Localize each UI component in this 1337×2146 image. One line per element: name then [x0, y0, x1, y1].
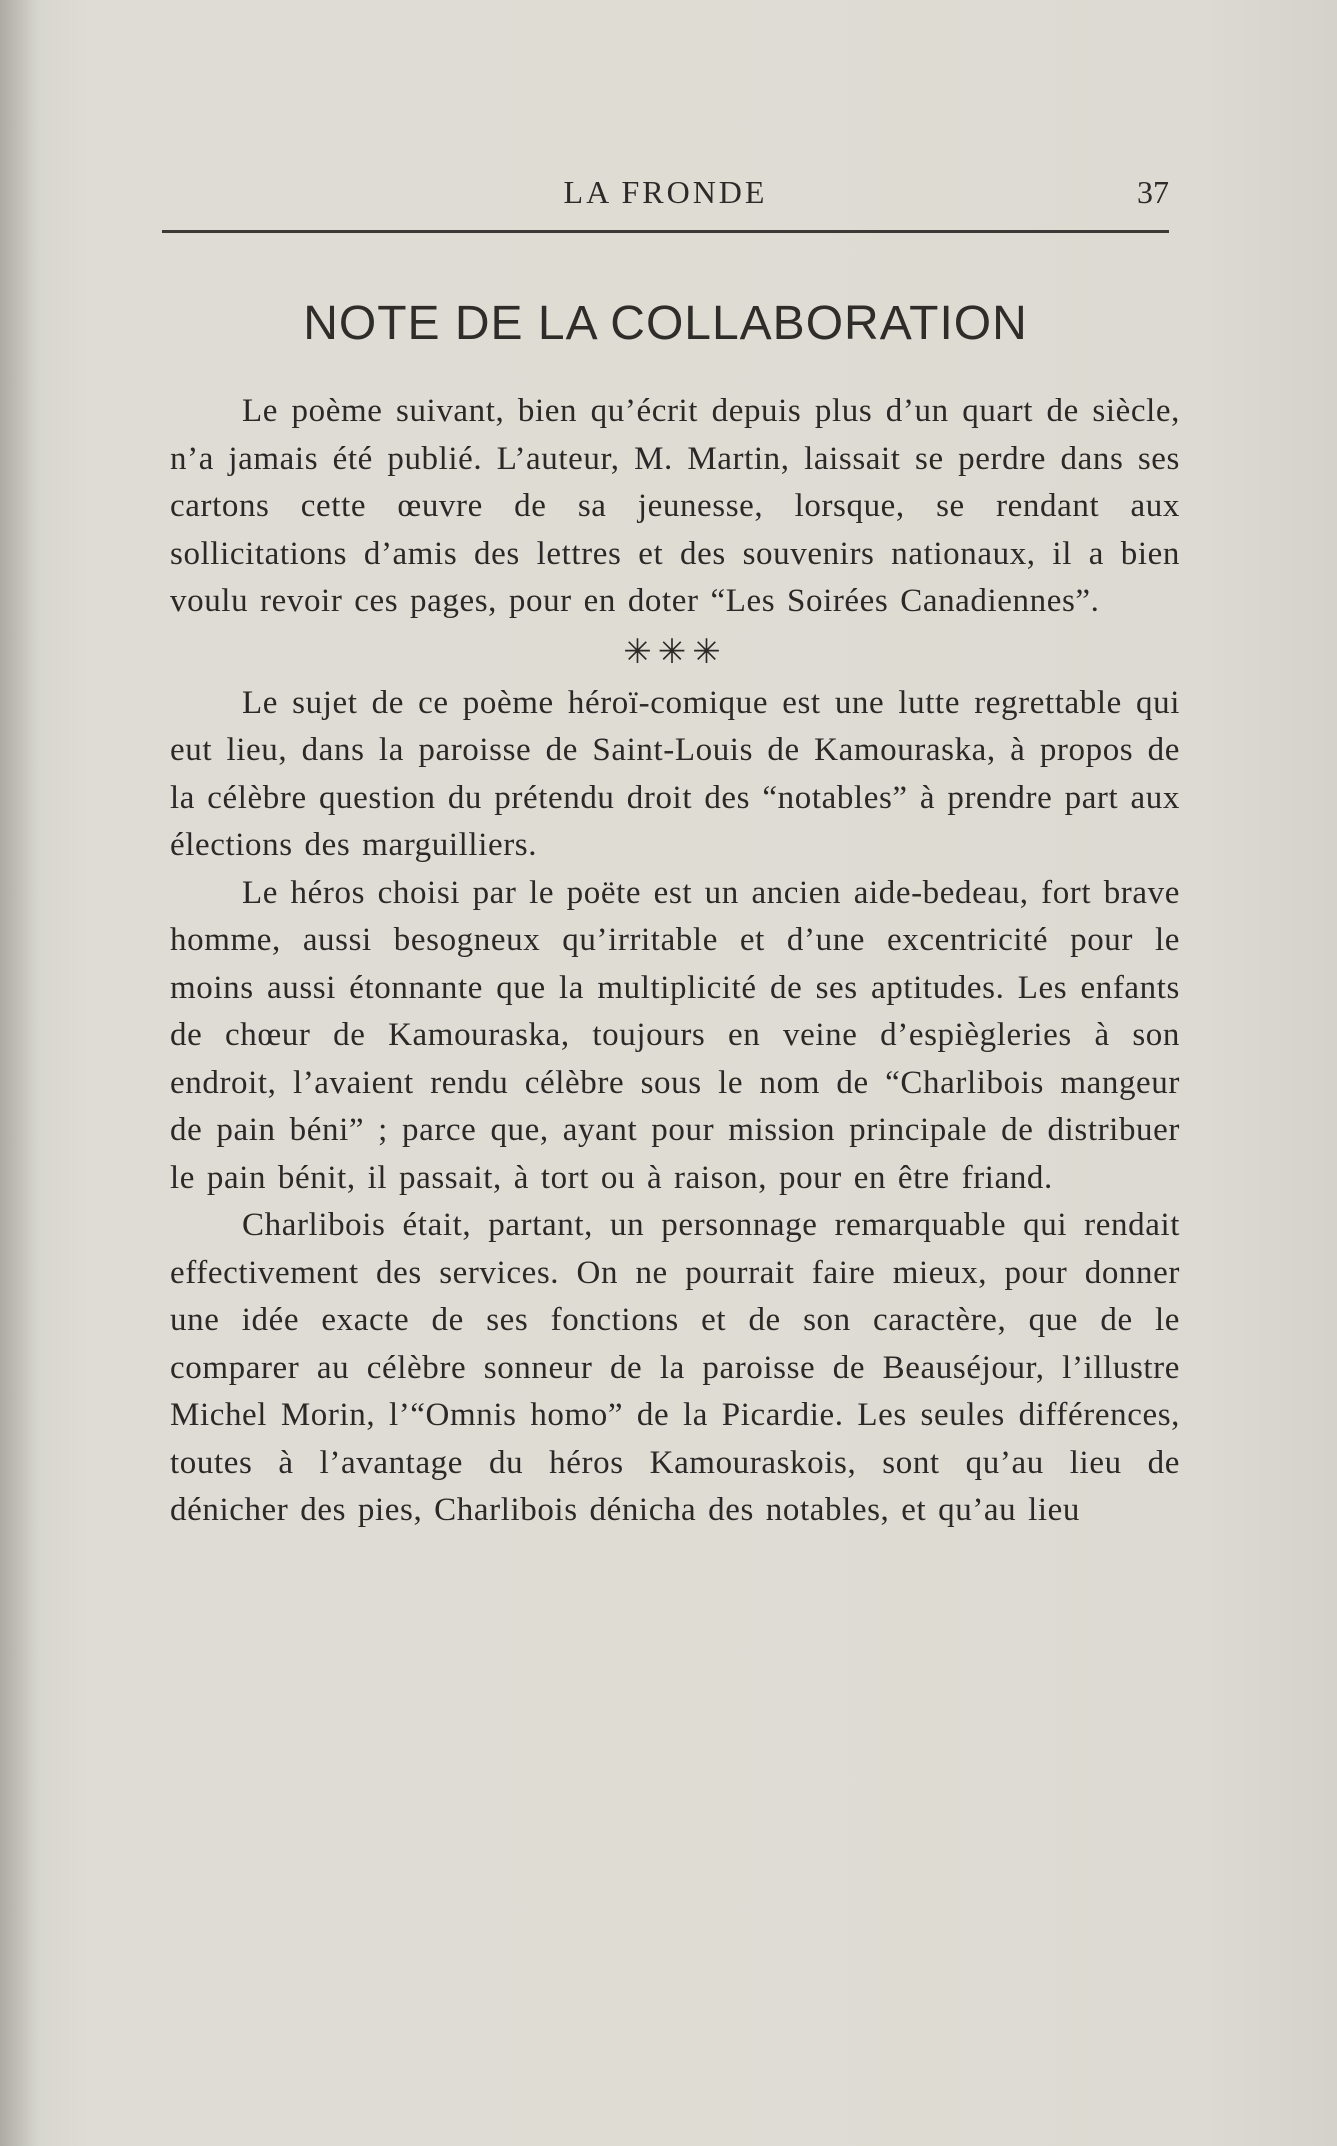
section-title: NOTE DE LA COLLABORATION	[303, 297, 1028, 350]
header-rule	[162, 230, 1169, 233]
asterism-separator: ✳✳✳	[623, 633, 727, 671]
paragraph-intro: Le poème suivant, bien qu’écrit depuis plus d’un quart de siècle, n’a jamais été publié. L’auteur, M. Martin, laissait se perdre dans ses cartons cette œuvre de sa jeunesse, lorsque, se rendant aux sollicitations d’amis des lettres et des souvenirs nationaux, il a bien voulu revoir ces pages, pour en doter “Les Soirées Canadiennes”.	[170, 393, 1180, 619]
body-text	[170, 388, 1180, 1535]
running-head	[162, 170, 1169, 220]
paragraph-charlibois: Charlibois était, partant, un personnage remarquable qui rendait effectivement des services. On ne pourrait faire mieux, pour donner une idée exacte de ses fonctions et de son caractère, que de le comparer au célèbre sonneur de la paroisse de Beauséjour, l’illustre Michel Morin, l’“Omnis homo” de la Picardie. Les seules différences, toutes à l’avantage du héros Kamouraskois, sont qu’au lieu de dénicher des pies, Charlibois dénicha des notables, et qu’au lieu	[170, 1207, 1180, 1528]
paragraph-subject: Le sujet de ce poème héroï-comique est une lutte regrettable qui eut lieu, dans la paroisse de Saint-Louis de Kamouraska, à propos de la célèbre question du prétendu droit des “notables” à prendre part aux élections des marguilliers.	[170, 684, 1180, 863]
paragraph-hero: Le héros choisi par le poëte est un ancien aide-bedeau, fort brave homme, aussi besogneux qu’irritable et d’une excentricité pour le moins aussi étonnante que la multiplicité de ses aptitudes. Les enfants de chœur de Kamouraska, toujours en veine d’espiègleries à son endroit, l’avaient rendu célèbre sous le nom de “Charlibois mangeur de pain béni” ; parce que, ayant pour mission principale de distribuer le pain bénit, il passait, à tort ou à raison, pour en être friand.	[170, 874, 1180, 1196]
running-title: LA FRONDE	[563, 174, 768, 210]
gutter-shadow	[0, 0, 40, 2146]
page-number: 37	[1137, 174, 1169, 210]
